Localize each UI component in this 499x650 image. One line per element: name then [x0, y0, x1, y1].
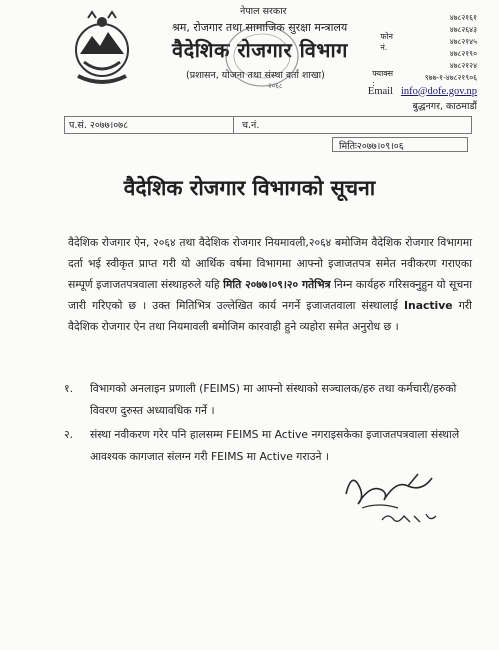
nepal-emblem-icon	[70, 10, 134, 88]
government-name: नेपाल सरकार	[240, 6, 287, 17]
body-text: गरी वैदेशिक रोजगार ऐन तथा नियमावली बमोजिम कारवाही हुने व्यहोरा समेत अनुरोध छ ।	[68, 299, 472, 333]
list-item	[64, 424, 474, 468]
inactive-text: Inactive	[404, 299, 453, 312]
body-text: वैदेशिक रोजगार ऐन, २०६४ तथा वैदेशिक रोजगार नियमावली,२०६४ बमोजिम वैदेशिक रोजगार विभागमा दर्ता भई स्वीकृत प्राप्त गरी यो आर्थिक वर्षमा विभागमा आफ्नो इजाजतपत्र समेत नवीकरण गराएका सम्पूर्ण इजाजतपत्रवाला संस्थाहरुले यहि	[68, 236, 472, 291]
letter-date: मितिः२०७७।०९।०६	[332, 137, 468, 152]
phone-number: ४७८२६४३	[449, 25, 477, 34]
email-label: Email	[367, 85, 393, 97]
phone-number: ४७८२१६१	[449, 13, 477, 22]
item-number: १.	[64, 382, 74, 395]
ministry-name: श्रम, रोजगार तथा सामाजिक सुरक्षा मन्त्रालय	[172, 21, 348, 34]
item-text: विभागको अनलाइन प्रणाली (FEIMS) मा आफ्नो संस्थाको सञ्चालक/हरु तथा कर्मचारी/हरुको विवरण दुरुस्त अध्यावधिक गर्ने ।	[90, 382, 457, 417]
phone-number: ४७८२१९०	[449, 49, 477, 58]
phone-label: फोन नं.	[380, 32, 393, 52]
reference-box	[64, 116, 472, 134]
email-link[interactable]: info@dofe.gov.np	[400, 85, 477, 97]
established-year: २०६८	[268, 82, 283, 90]
office-address: बुद्धनगर, काठमाडौं	[412, 100, 477, 112]
item-text: संस्था नवीकरण गरेर पनि हालसम्म FEIMS मा Active नगराइसकेका इजाजतपत्रवाला संस्थाले आवश्यक कागजात संलग्न गरी FEIMS मा Active गराउने ।	[90, 428, 460, 463]
list-item	[64, 378, 474, 422]
item-number: २.	[64, 428, 74, 441]
letter-number: प.सं. २०७७।०७८	[65, 117, 234, 133]
fax-number: ९७७-१-४७८२१९०६	[424, 73, 477, 82]
notice-title: वैदेशिक रोजगार विभागको सूचना	[123, 176, 376, 200]
branch-name: (प्रशासन, योजना तथा संस्था दर्ता शाखा)	[186, 70, 325, 81]
fax-label: फ्याक्स :	[372, 69, 393, 88]
phone-number: ४७८२१४५	[449, 37, 477, 46]
notice-body	[68, 232, 472, 337]
phone-number: ४७८२१२४	[449, 61, 477, 70]
department-name: वैदेशिक रोजगार विभाग	[172, 38, 348, 62]
office-stamp-icon	[222, 22, 302, 90]
deadline-text: मिति २०७७।०९।२० गतेभित्र	[223, 278, 331, 291]
dispatch-number: च.नं.	[242, 120, 260, 131]
signature-icon	[338, 464, 456, 530]
contact-block	[367, 12, 477, 112]
body-text: निम्न कार्यहरु गरिसक्नुहुन यो सूचना जारी गरिएको छ । उक्त मितिभित्र उल्लेखित कार्य नगर्ने इजाजतवाला संस्थालाई	[68, 278, 473, 312]
